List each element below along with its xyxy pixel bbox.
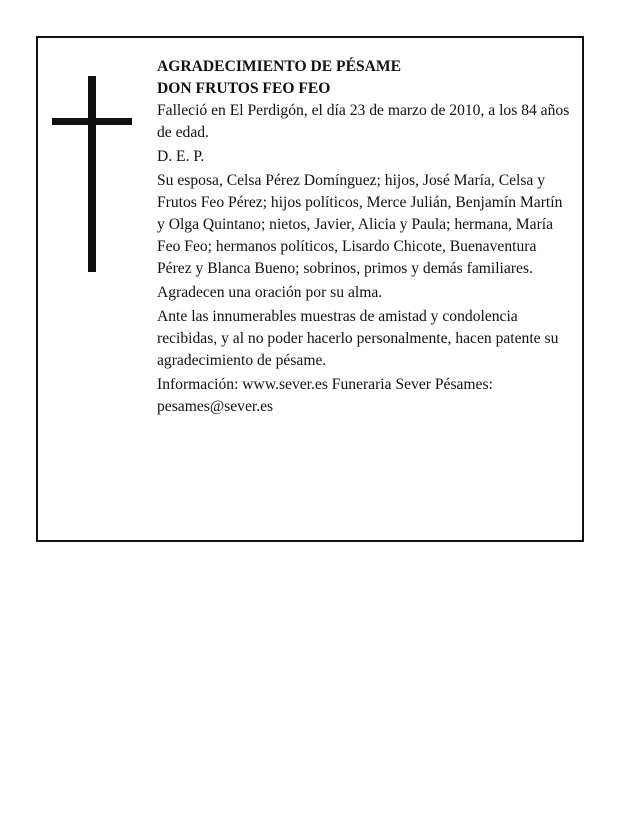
obituary-notice xyxy=(36,36,584,542)
cross-vertical-bar xyxy=(88,76,96,272)
cross-horizontal-bar xyxy=(52,118,132,125)
cross-icon xyxy=(52,76,132,272)
deceased-name: DON FRUTOS FEO FEO xyxy=(157,80,331,97)
contact-info: Información: www.sever.es Funeraria Sever Pésames: pesames@sever.es xyxy=(157,376,493,415)
thanks-text: Ante las innumerables muestras de amistad y condolencia recibidas, y al no poder hacerlo personalmente, hacen patente su agradecimiento de pésame. xyxy=(157,308,559,369)
prayer-request: Agradecen una oración por su alma. xyxy=(157,284,383,301)
rip-text: D. E. P. xyxy=(157,148,205,165)
death-info: Falleció en El Perdigón, el día 23 de marzo de 2010, a los 84 años de edad. xyxy=(157,102,570,141)
notice-title: AGRADECIMIENTO DE PÉSAME xyxy=(157,58,402,75)
notice-content xyxy=(157,56,573,420)
family-list: Su esposa, Celsa Pérez Domínguez; hijos, José María, Celsa y Frutos Feo Pérez; hijos políticos, Merce Julián, Benjamín Martín y Olga Quintano; nietos, Javier, Alicia y Paula; hermana, María Feo Feo; hermanos políticos, Lisardo Chicote, Buenaventura Pérez y Blanca Bueno; sobrinos, primos y demás familiares. xyxy=(157,172,563,277)
